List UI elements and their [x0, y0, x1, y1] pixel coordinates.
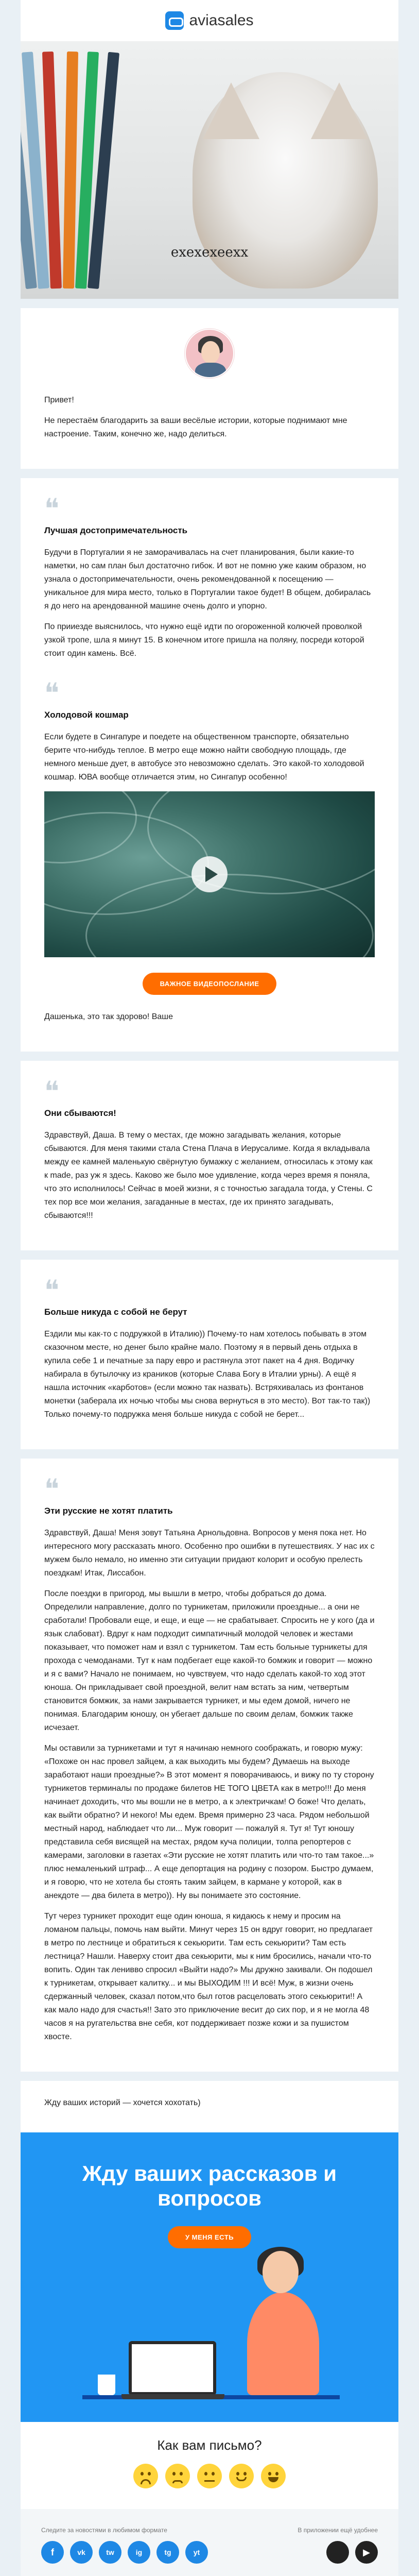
video-message-button[interactable]: ВАЖНОЕ ВИДЕОПОСЛАНИЕ — [143, 973, 277, 995]
quote-icon: ❝ — [44, 677, 60, 709]
play-icon[interactable] — [191, 856, 228, 892]
instagram-icon[interactable]: ig — [128, 2541, 150, 2564]
intro-text: Не перестаём благодарить за ваши весёлые истории, которые поднимают мне настроение. Таким, конечно же, надо делиться. — [44, 416, 347, 438]
divider — [21, 2072, 398, 2081]
outro-section — [21, 2081, 398, 2132]
author-illustration — [21, 2226, 398, 2422]
laptop-icon — [129, 2341, 216, 2395]
story-title: Холодовой кошмар — [44, 710, 129, 720]
telegram-icon[interactable]: tg — [156, 2541, 179, 2564]
apple-store-icon[interactable] — [326, 2541, 349, 2564]
good-emoji-icon[interactable] — [229, 2464, 254, 2488]
youtube-icon[interactable]: yt — [185, 2541, 208, 2564]
google-play-icon[interactable]: ▶ — [355, 2541, 378, 2564]
story-paragraph: После поездки в пригород, мы вышли в метро, чтобы добраться до дома. Определили направление, долго по турникетам, приложили проездные... а они не сработали! Пробовали еще, и еще, и еще — не срабатывает. Спросить не у кого (да и язык слабоват). Вдруг к нам подходит симпатичный молодой человек и жестами показывает, что поможет нам и взял с турникетом. Там есть больные турникеты для прохода с чемоданами. Тут к нам подбегает еще какой-то бомжик и говорит — можно и я с вами? Начало не понимаем, но чувствуем, что надо сделать какой-то ход этот юноша. Он прикладывает свой проездной, велит нам встать за ним, четвертым становится бомжик, за нами закрывается турникет, и мы едем домой, ничего не понимая. Благодарим юношу, он убегает дальше по своим делам, бомжик также исчезает. — [44, 1589, 375, 1732]
hero-caption: ехехехеехх — [170, 245, 249, 260]
twitter-icon[interactable]: tw — [99, 2541, 121, 2564]
greeting: Привет! — [44, 396, 74, 404]
story-title: Эти русские не хотят платить — [44, 1506, 173, 1516]
quote-icon: ❝ — [44, 1274, 60, 1307]
divider — [21, 1449, 398, 1459]
divider — [21, 469, 398, 478]
apps-label: В приложении ещё удобнее — [298, 2527, 378, 2534]
intro-section — [21, 308, 398, 469]
story-paragraph: Мы оставили за турникетами и тут я начинаю немного соображать, и говорю мужу: «Похоже он нас провел зайцем, а как выходить мы будем? Думаешь на выходе заработают наши проездные?» В этот момент я поворачиваюсь, и вижу по ту сторону турникетов терминалы по продаже билетов НЕ ТОГО ЦВЕТА как в метро!!! До меня начинает доходить, что мы вошли не в метро, а к электричкам! О боже! Что делать, как выйти обратно? И некого! Мы едем. Время примерно 23 часа. Рядом небольшой местный народ, наблюдает что ли... Муж говорит — пожалуй я. Тут я! Тут юношу представила себя висящей на местах, рядом куча полиции, толпа репортеров с камерами, заголовки в газетах «Эти русские не хотят платить или что-то там такое...» плюс немаленький штраф... А еще депортация на родину с позором. Быстро думаем, и я говорю, что не хотела бы стоять таким зайцем, в кармане у которой, как в анекдоте — два билета в метро)). Ну вы понимаете это состояние. — [44, 1744, 374, 1900]
i-have-button[interactable]: У МЕНЯ ЕСТЬ — [168, 2226, 251, 2248]
email-card — [21, 0, 398, 2576]
story-paragraph: Здравствуй, Даша. В тему о местах, где можно загадывать желания, которые сбываются. Для меня такими стала Стена Плача в Иерусалиме. Когда я вкладывала между ее камней маленькую свёрнутую бумажку с желанием, относилась к этому как к made, раз уж я здесь. Каково же было мое удивление, когда через время я поняла, что это исполнилось! Сейчас в моей жизни, я с точностью загадала тогда, у Стены. С тех пор все мои желания, загаданные в местах, где их принято загадывать, сбываются!!! — [44, 1131, 373, 1220]
promo-banner — [21, 2132, 398, 2422]
story-title: Больше никуда с собой не берут — [44, 1307, 187, 1317]
hero-image — [21, 41, 398, 299]
pencils-illustration — [21, 41, 124, 299]
divider — [21, 299, 398, 308]
story-paragraph: Будучи в Португалии я не заморачивалась на счет планирования, были какие-то наметки, но сам план был достаточно гибок. И вот не помню уже каким образом, но узнала о достопримечательности, очень рекомендованной к посещению — уникальное для мира место, только в Португалии такое будет! В общем, добиралась я до него на арендованной машине очень долго и упорно. — [44, 548, 371, 611]
quote-icon: ❝ — [44, 1473, 60, 1505]
story-title: Лучшая достопримечательность — [44, 526, 188, 535]
very-good-emoji-icon[interactable] — [261, 2464, 286, 2488]
story-section — [21, 1061, 398, 1250]
story-section — [21, 1260, 398, 1449]
rating-title: Как вам письмо? — [157, 2437, 262, 2453]
story-paragraph: Тут через турникет проходит еще один юноша, я кидаюсь к нему и просим на ломаном пальцы, помочь нам выйти. Минут через 15 он вдруг говорит, но предлагает в метро по лестнице и обратиться к секьюрити. Там есть секьюрити? Там есть лестница? Нашли. Наверху стоит два секьюрити, мы к ним бросились, начали что-то вопить. Один так ленивво спросил «Выйти надо?» Мы дружно закивали. Он подошел к турникетам, открывает калитку... и мы ВЫХОДИМ !!! И всё! Муж, в жизни очень сдержанный человек, сказал потом,что был готов расцеловать этого секьюрити!! А как мало надо для счастья!! Зато это приключение весит до сих пор, и я не могла 48 часов я на ругательства вне себя, кот поддерживает позже кожи и за пушистом хвосте. — [44, 1912, 373, 2041]
story-paragraph: По прииезде выяснилось, что нужно ещё идти по огороженной колючей проволкой узкой тропе, шла я минут 15. В конечном итоге пришла на поляну, посреди которой стоит один камень. Всё. — [44, 622, 364, 658]
email-footer — [21, 2509, 398, 2576]
very-bad-emoji-icon[interactable] — [133, 2464, 158, 2488]
aviasales-logo-icon[interactable] — [165, 11, 184, 30]
logo-text[interactable]: aviasales — [189, 12, 254, 29]
video-thumbnail[interactable] — [44, 791, 375, 957]
vk-icon[interactable]: vk — [70, 2541, 93, 2564]
story-section — [21, 1459, 398, 2072]
app-store-links — [298, 2541, 378, 2564]
email-header — [21, 0, 398, 41]
outro-text: Жду ваших историй — хочется хохотать) — [44, 2098, 201, 2107]
mug-icon — [98, 2375, 115, 2395]
rating-emojis — [41, 2464, 378, 2488]
social-label: Следите за новостями в любимом формате — [41, 2527, 167, 2534]
story-paragraph: Ездили мы как-то с подружкой в Италию)) Почему-то нам хотелось побывать в этом сказочном месте, но денег было крайне мало. Поэтому я в первый день отдыха в купила себе 1 и печатные за пару евро и растянула этот пакет на 4 дня. Водичку набирала в бутылочку из краников (которые Слава Богу в Италии урны). А ещё я нашла источник «карботов» (если можно так назвать). Встряхивалась из фонтанов монетки (заберала их ночью чтобы мы снова вернуться в это место). Вот так-то так)) Только почему-то подружка меня больше никуда с собой не берет... — [44, 1330, 371, 1419]
divider — [21, 1052, 398, 1061]
story-paragraph: Здравствуй, Даша! Меня зовут Татьяна Арнольдовна. Вопросов у меня пока нет. Но интересного могу рассказать много. Особенно про ошибки в путешествиях. У нас их с мужем было немало, но именно эти ситуации придают колорит и особую прелесть поездкам! Итак, Лиссабон. — [44, 1529, 375, 1578]
bad-emoji-icon[interactable] — [165, 2464, 190, 2488]
neutral-emoji-icon[interactable] — [197, 2464, 222, 2488]
facebook-icon[interactable]: f — [41, 2541, 64, 2564]
story-title: Они сбываются! — [44, 1108, 116, 1118]
story-section — [21, 478, 398, 1052]
quote-icon: ❝ — [44, 1075, 60, 1108]
quote-icon: ❝ — [44, 493, 60, 525]
divider — [21, 1250, 398, 1260]
social-links — [41, 2541, 208, 2564]
rating-section — [21, 2422, 398, 2509]
video-caption: Дашенька, это так здорово! Ваше — [44, 1012, 173, 1021]
promo-title: Жду ваших рассказов и вопросов — [82, 2161, 337, 2210]
author-avatar — [185, 329, 234, 378]
story-paragraph: Если будете в Сингапуре и поедете на общественном транспорте, обязательно берите что-нибудь теплое. В метро еще можно найти свободную площадь, где немного меньше дует, в автобусе это невозможно сделать. Это какой-то холодовой кошмар. ЮВА вообще отличается этим, но Сингапур особенно! — [44, 733, 364, 782]
